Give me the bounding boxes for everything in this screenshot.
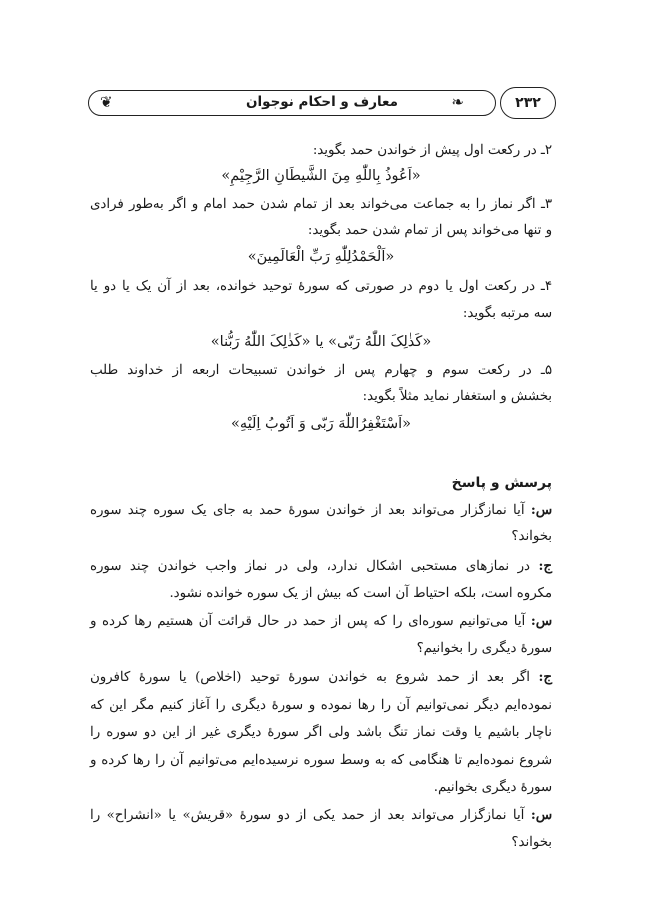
question-text: آیا نمازگزار می‌تواند بعد از خواندن سورهٔ حمد به جای یک سوره چند سوره: [90, 503, 531, 518]
book-title: معارف و احکام نوجوان: [245, 94, 399, 110]
arabic-supplication: «اَلْحَمْدُلِلّٰهِ رَبِّ الْعَالَمِینَ»: [247, 249, 395, 265]
text-line: مکروه است، بلکه احتیاط آن است که بیش از یک سوره خوانده نشود.: [169, 586, 552, 601]
text-line: ۵ـ در رکعت سوم و چهارم پس از خواندن تسبیحات اربعه از خداوند طلب: [90, 363, 552, 378]
question-line: [90, 503, 552, 518]
text-line: ۲ـ در رکعت اول پیش از خواندن حمد بگوید:: [312, 143, 552, 158]
question-label: س:: [530, 503, 552, 518]
question-label: س:: [530, 614, 552, 629]
text-line: سورهٔ دیگری بخوانیم.: [433, 780, 552, 795]
answer-label: ج:: [538, 670, 552, 685]
text-line: سه مرتبه بگوید:: [462, 306, 552, 321]
answer-label: ج:: [538, 559, 552, 574]
text-line: نموده‌ایم دیگر نمی‌توانیم آن را رها نموده و سورهٔ دیگری را آغاز کنیم مگر این که: [90, 698, 552, 713]
text-line: ۳ـ اگر نماز را به جماعت می‌خواند بعد از تمام شدن حمد امام و اگر به‌طور فرادی: [90, 197, 552, 212]
text-line: بخواند؟: [511, 529, 552, 544]
text-line: ناچار باشیم یا وقت نماز تنگ باشد ولی اگر سورهٔ دیگری غیر از این دو سوره را: [90, 725, 552, 740]
text-line: بخشش و استغفار نماید مثلاً بگوید:: [362, 389, 552, 404]
running-header: [88, 90, 556, 116]
arabic-supplication: «کَذٰلِکَ اللّٰهُ رَبّی» یا «کَذٰلِکَ اللّٰهُ رَبُّنا»: [210, 334, 432, 350]
section-heading: پرسش و پاسخ: [451, 475, 552, 491]
answer-line: [90, 559, 552, 574]
text-line: سورهٔ دیگری را بخوانیم؟: [416, 641, 552, 656]
answer-text: اگر بعد از حمد شروع به خواندن سورهٔ توحید (اخلاص) یا سورهٔ کافرون: [90, 670, 539, 685]
answer-line: [90, 670, 552, 685]
text-line: ۴ـ در رکعت اول یا دوم در صورتی که سورهٔ توحید خوانده، بعد از آن یک یا دو یا: [90, 279, 552, 294]
text-line: و تنها می‌خواند پس از تمام شدن حمد بگوید:: [307, 223, 552, 238]
question-label: س:: [530, 808, 552, 823]
question-line: [90, 614, 552, 629]
answer-text: در نمازهای مستحبی اشکال ندارد، ولی در نماز واجب خواندن چند سوره: [90, 559, 539, 574]
ornament-left-icon: ❦: [100, 93, 113, 111]
question-text: آیا می‌توانیم سوره‌ای را که پس از حمد در حال قرائت آن هستیم رها کرده و: [90, 614, 531, 629]
text-line: بخواند؟: [511, 835, 552, 850]
question-text: آیا نمازگزار می‌تواند بعد از حمد یکی از دو سورهٔ «قریش» یا «انشراح» را: [90, 808, 531, 823]
text-line: شروع نموده‌ایم تا هنگامی که به وسط سوره نرسیده‌ایم می‌توانیم آن را رها کرده و: [90, 753, 552, 768]
question-line: [90, 808, 552, 823]
arabic-supplication: «اَسْتَغْفِرُاللّٰهَ رَبّی وَ اَتُوبُ اِلَیْهِ»: [230, 416, 411, 432]
arabic-supplication: «اَعُوذُ بِاللّٰهِ مِنَ الشَّیطَانِ الرَّجِیْمِ»: [221, 168, 421, 184]
page-number: ۲۳۲: [500, 87, 556, 119]
ornament-right-icon: ❧: [451, 93, 464, 111]
